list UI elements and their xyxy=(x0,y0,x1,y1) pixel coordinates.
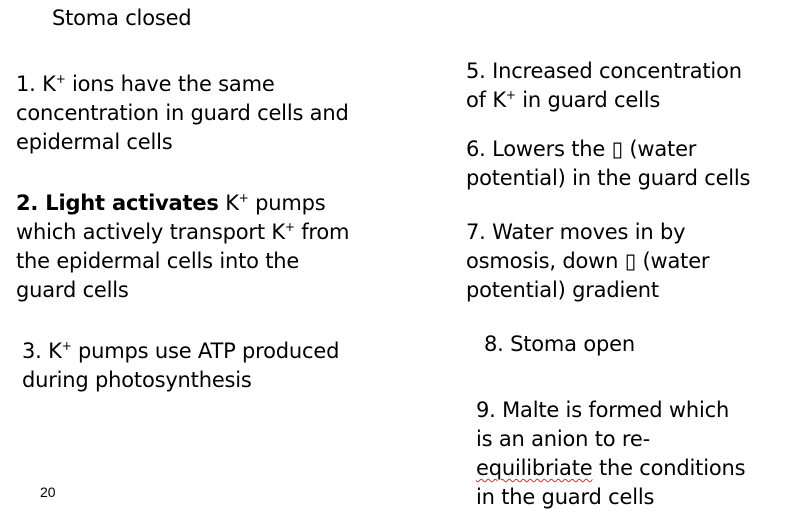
title-text: Stoma closed xyxy=(52,6,192,30)
slide-title xyxy=(52,4,191,33)
step-1-line-2: concentration in guard cells and xyxy=(16,101,349,125)
step-2-line-1 xyxy=(16,189,349,218)
step-7-line-1: 7. Water moves in by xyxy=(466,220,686,244)
step-3-line-2: during photosynthesis xyxy=(22,368,252,392)
step-8-line-1: 8. Stoma open xyxy=(484,332,635,356)
step-1-text-b: ions have the same xyxy=(65,72,275,96)
step-9-line-1: 9. Malte is formed which xyxy=(476,398,730,422)
step-9 xyxy=(476,396,745,512)
step-9-text-b: the conditions xyxy=(592,456,746,480)
step-6-line-2: potential) in the guard cells xyxy=(466,166,751,190)
step-2-superscript-2: + xyxy=(284,220,295,234)
step-8 xyxy=(484,330,635,359)
step-5-line-1: 5. Increased concentration xyxy=(466,59,742,83)
step-7 xyxy=(466,218,709,305)
step-7-line-2: osmosis, down ▯ (water xyxy=(466,249,710,273)
step-9-line-3 xyxy=(476,454,745,483)
step-6-line-1: 6. Lowers the ▯ (water xyxy=(466,137,697,161)
slide-number: 20 xyxy=(40,484,56,500)
step-2-superscript-1: + xyxy=(238,191,249,205)
step-7-line-3: potential) gradient xyxy=(466,278,659,302)
step-1-text-a: 1. K xyxy=(16,72,56,96)
step-9-line-4: in the guard cells xyxy=(476,485,655,509)
step-2-line-4: guard cells xyxy=(16,278,129,302)
step-2-text-a: K xyxy=(218,191,239,215)
step-2-text-c: which actively transport K xyxy=(16,220,285,244)
step-2-text-d: from xyxy=(294,220,350,244)
step-1-superscript: + xyxy=(55,72,66,86)
step-9-line-2: is an anion to re- xyxy=(476,427,650,451)
step-2-line-2 xyxy=(16,218,349,247)
step-5-line-2 xyxy=(466,86,742,115)
step-3-line-1 xyxy=(22,337,339,366)
step-2 xyxy=(16,189,349,305)
step-3-superscript: + xyxy=(61,339,72,353)
step-5-text-b: in guard cells xyxy=(515,88,661,112)
step-3-text-a: 3. K xyxy=(22,339,62,363)
step-6 xyxy=(466,135,750,193)
step-3-text-b: pumps use ATP produced xyxy=(71,339,340,363)
step-1-line-3: epidermal cells xyxy=(16,130,173,154)
step-2-line-3: the epidermal cells into the xyxy=(16,249,300,273)
step-5-text-a: of K xyxy=(466,88,506,112)
spellcheck-underlined-word: equilibriate xyxy=(476,456,593,480)
step-3 xyxy=(22,337,339,395)
step-1 xyxy=(16,70,349,157)
step-2-text-b: pumps xyxy=(248,191,326,215)
step-2-bold-text: 2. Light activates xyxy=(16,191,219,215)
step-1-line-1 xyxy=(16,70,349,99)
step-5-superscript: + xyxy=(505,88,516,102)
step-5 xyxy=(466,57,742,115)
